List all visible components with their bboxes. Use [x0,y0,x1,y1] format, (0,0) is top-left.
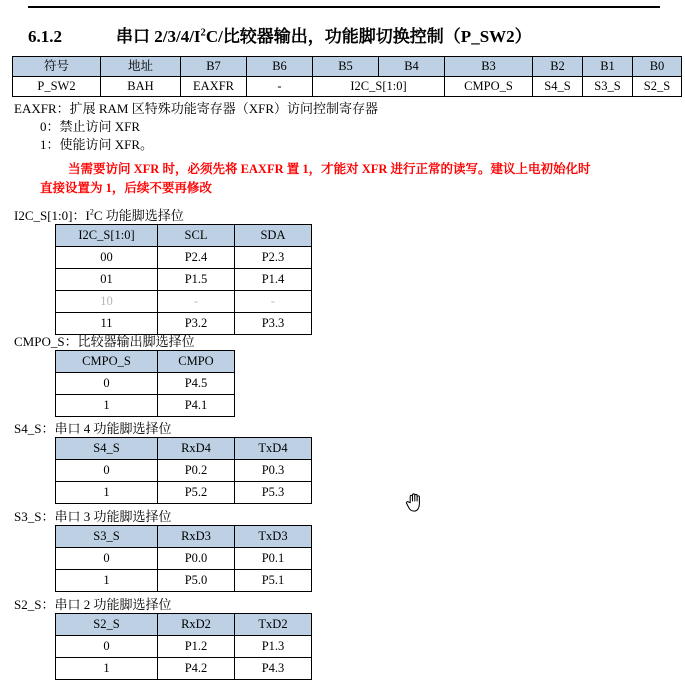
reg-header-b6: B6 [247,57,313,77]
i2c-s-table [55,224,312,335]
s4-s-cell: 1 [56,482,158,504]
table-row [56,351,235,373]
eaxfr-bit-1: 1：使能访问 XFR。 [40,137,154,152]
table-row [56,225,312,247]
s2-s-cell: P1.3 [235,636,312,658]
register-bit-table [12,56,682,97]
reg-header-b7: B7 [181,57,247,77]
reg-header-b0: B0 [633,57,682,77]
s2-s-table [55,613,312,680]
s2-s-cell: 1 [56,658,158,680]
table-row [56,373,235,395]
i2c-s-cell: P1.4 [235,269,312,291]
table-row [56,291,312,313]
s4-s-label: S4_S：串口 4 功能脚选择位 [14,421,172,436]
s2-s-col-rxd2: RxD2 [158,614,235,636]
eaxfr-description: EAXFR：扩展 RAM 区特殊功能寄存器（XFR）访问控制寄存器 [14,101,379,116]
hand-grab-cursor [404,490,426,514]
reg-header-b2: B2 [533,57,583,77]
table-row [56,247,312,269]
s3-s-table [55,525,312,592]
i2c-s-label-post: C 功能脚选择位 [93,208,184,223]
cmpo-s-label: CMPO_S：比较器输出脚选择位 [14,334,195,349]
s2-s-label: S2_S：串口 2 功能脚选择位 [14,597,172,612]
s3-s-label: S3_S：串口 3 功能脚选择位 [14,509,172,524]
s3-s-col-txd3: TxD3 [235,526,312,548]
s4-s-col-txd4: TxD4 [235,438,312,460]
s4-s-table [55,437,312,504]
table-row [56,395,235,417]
reg-header-b3: B3 [445,57,533,77]
s4-s-col-sel: S4_S [56,438,158,460]
table-row [56,548,312,570]
s4-s-cell: P5.3 [235,482,312,504]
s3-s-cell: 0 [56,548,158,570]
s2-s-col-sel: S2_S [56,614,158,636]
i2c-s-cell: P2.3 [235,247,312,269]
i2c-s-col-bits: I2C_S[1:0] [56,225,158,247]
s3-s-cell: P5.0 [158,570,235,592]
s2-s-cell: 0 [56,636,158,658]
table-row [56,658,312,680]
i2c-s-col-sda: SDA [235,225,312,247]
reg-header-b5: B5 [313,57,379,77]
reg-header-b1: B1 [583,57,633,77]
s2-s-cell: P4.3 [235,658,312,680]
i2c-s-cell: 01 [56,269,158,291]
i2c-s-cell: P3.3 [235,313,312,335]
cmpo-s-col-cmpo: CMPO [158,351,235,373]
s4-s-col-rxd4: RxD4 [158,438,235,460]
s4-s-cell: P0.2 [158,460,235,482]
table-row [13,77,682,97]
table-row [56,482,312,504]
table-row [56,438,312,460]
s3-s-cell: P0.0 [158,548,235,570]
reg-value-b2: S4_S [533,77,583,97]
i2c-s-cell-disabled: - [158,291,235,313]
reg-value-b7: EAXFR [181,77,247,97]
section-title [116,22,532,47]
section-title-pre: 串口 2/3/4/I [116,27,201,46]
reg-value-b1: S3_S [583,77,633,97]
i2c-s-label-pre: I2C_S[1:0]：I [14,208,90,223]
table-row [56,460,312,482]
i2c-s-cell: 00 [56,247,158,269]
s4-s-cell: P5.2 [158,482,235,504]
i2c-s-label [14,207,184,224]
section-number: 6.1.2 [28,27,62,46]
header-rule [28,6,660,8]
reg-value-address: BAH [101,77,181,97]
table-row [56,526,312,548]
table-row [13,57,682,77]
s2-s-cell: P4.2 [158,658,235,680]
reg-header-b4: B4 [379,57,445,77]
s2-s-col-txd2: TxD2 [235,614,312,636]
reg-value-b0: S2_S [633,77,682,97]
s3-s-col-rxd3: RxD3 [158,526,235,548]
eaxfr-warning-line-2: 直接设置为 1，后续不要再修改 [40,181,212,195]
reg-header-address: 地址 [101,57,181,77]
section-title-superscript: 2 [200,27,206,39]
table-row [56,570,312,592]
table-row [56,269,312,291]
reg-header-symbol: 符号 [13,57,101,77]
i2c-s-col-scl: SCL [158,225,235,247]
i2c-s-cell-disabled: - [235,291,312,313]
reg-value-symbol: P_SW2 [13,77,101,97]
cmpo-s-col-sel: CMPO_S [56,351,158,373]
i2c-s-cell-disabled: 10 [56,291,158,313]
table-row [56,614,312,636]
reg-value-b6: - [247,77,313,97]
eaxfr-warning-line-1: 当需要访问 XFR 时，必须先将 EAXFR 置 1，才能对 XFR 进行正常的读写。建议上电初始化时 [68,162,591,176]
cmpo-s-table [55,350,235,417]
i2c-s-cell: P3.2 [158,313,235,335]
i2c-s-cell: 11 [56,313,158,335]
eaxfr-bit-0: 0：禁止访问 XFR [40,119,141,134]
cmpo-s-cell: 0 [56,373,158,395]
s3-s-cell: P0.1 [235,548,312,570]
s3-s-col-sel: S3_S [56,526,158,548]
s4-s-cell: P0.3 [235,460,312,482]
i2c-s-label-superscript: 2 [89,207,94,217]
section-title-post: C/比较器输出，功能脚切换控制（P_SW2） [205,27,532,46]
cmpo-s-cell: P4.1 [158,395,235,417]
reg-value-b5-b4: I2C_S[1:0] [313,77,445,97]
s3-s-cell: P5.1 [235,570,312,592]
s2-s-cell: P1.2 [158,636,235,658]
i2c-s-cell: P2.4 [158,247,235,269]
s3-s-cell: 1 [56,570,158,592]
table-row [56,636,312,658]
table-row [56,313,312,335]
page-title [28,22,668,47]
reg-value-b3: CMPO_S [445,77,533,97]
s4-s-cell: 0 [56,460,158,482]
cmpo-s-cell: P4.5 [158,373,235,395]
cmpo-s-cell: 1 [56,395,158,417]
i2c-s-cell: P1.5 [158,269,235,291]
